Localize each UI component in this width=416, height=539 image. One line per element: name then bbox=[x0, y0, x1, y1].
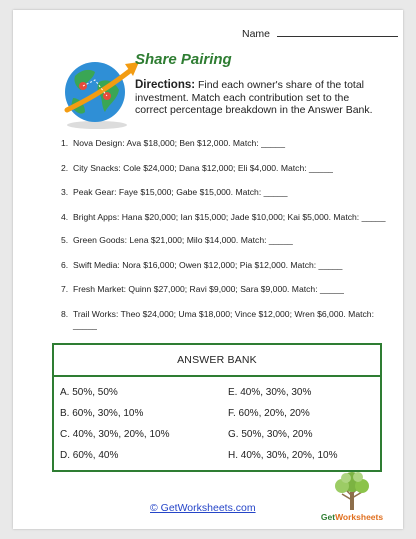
question-text: City Snacks: Cole $24,000; Dana $12,000; Eli $4,000. Match: _____ bbox=[73, 162, 333, 173]
question-number: 4. bbox=[61, 211, 69, 222]
question-number: 7. bbox=[61, 284, 69, 294]
question-item bbox=[61, 163, 391, 175]
answer-option: C. 40%, 30%, 20%, 10% bbox=[60, 429, 170, 440]
question-item bbox=[61, 309, 391, 332]
worksheet-title: Share Pairing bbox=[135, 51, 232, 68]
question-item bbox=[61, 187, 391, 199]
name-label: Name bbox=[242, 28, 271, 40]
logo-text-get: Get bbox=[320, 512, 336, 522]
answer-option: H. 40%, 30%, 20%, 10% bbox=[228, 450, 338, 461]
directions bbox=[135, 79, 381, 117]
question-text: Fresh Market: Quinn $27,000; Ravi $9,000; Sara $9,000. Match: _____ bbox=[73, 284, 344, 294]
question-item bbox=[61, 212, 391, 224]
question-number: 3. bbox=[61, 187, 69, 197]
question-item bbox=[61, 138, 391, 150]
question-text: Swift Media: Nora $16,000; Owen $12,000; Pia $12,000. Match: _____ bbox=[73, 259, 343, 270]
question-list bbox=[61, 138, 391, 332]
answer-option: A. 50%, 50% bbox=[60, 387, 118, 398]
name-underline bbox=[277, 27, 398, 37]
question-text: Green Goods: Lena $21,000; Milo $14,000. Match: _____ bbox=[73, 235, 293, 245]
question-text: Peak Gear: Faye $15,000; Gabe $15,000. Match: _____ bbox=[73, 187, 288, 197]
copyright-link[interactable]: © GetWorksheets.com bbox=[150, 502, 256, 514]
question-text: Nova Design: Ava $18,000; Ben $12,000. Match: _____ bbox=[73, 138, 285, 148]
question-number: 5. bbox=[61, 235, 69, 245]
answer-bank bbox=[52, 343, 382, 472]
answer-bank-options bbox=[54, 377, 380, 470]
question-text: Bright Apps: Hana $20,000; Ian $15,000; Jade $10,000; Kai $5,000. Match: _____ bbox=[73, 211, 386, 222]
globe-with-growth-arrow-icon bbox=[53, 52, 143, 132]
logo-wordmark bbox=[316, 512, 388, 522]
question-item bbox=[61, 260, 391, 272]
answer-option: E. 40%, 30%, 30% bbox=[228, 387, 312, 398]
question-number: 1. bbox=[61, 138, 69, 148]
question-text: Trail Works: Theo $24,000; Uma $18,000; Vince $12,000; Wren $6,000. Match: _____ bbox=[73, 308, 374, 330]
answer-bank-title: ANSWER BANK bbox=[54, 345, 380, 377]
worksheet-page bbox=[13, 10, 403, 529]
directions-text: Find each owner's share of the total investment. Match each contribution set to the correct percentage breakdown in the Answer Bank. bbox=[135, 79, 373, 116]
answer-option: G. 50%, 30%, 20% bbox=[228, 429, 313, 440]
question-number: 8. bbox=[61, 308, 69, 319]
answer-option: F. 60%, 20%, 20% bbox=[228, 408, 310, 419]
tree-logo-icon bbox=[316, 468, 388, 512]
answer-option: D. 60%, 40% bbox=[60, 450, 119, 461]
question-item bbox=[61, 235, 391, 247]
answer-option: B. 60%, 30%, 10% bbox=[60, 408, 144, 419]
getworksheets-logo bbox=[316, 468, 388, 526]
question-number: 2. bbox=[61, 162, 69, 173]
logo-text-worksheets: Worksheets bbox=[335, 512, 384, 522]
directions-label: Directions: bbox=[135, 79, 196, 91]
question-item bbox=[61, 284, 391, 296]
name-field[interactable] bbox=[242, 27, 398, 40]
question-number: 6. bbox=[61, 259, 69, 270]
